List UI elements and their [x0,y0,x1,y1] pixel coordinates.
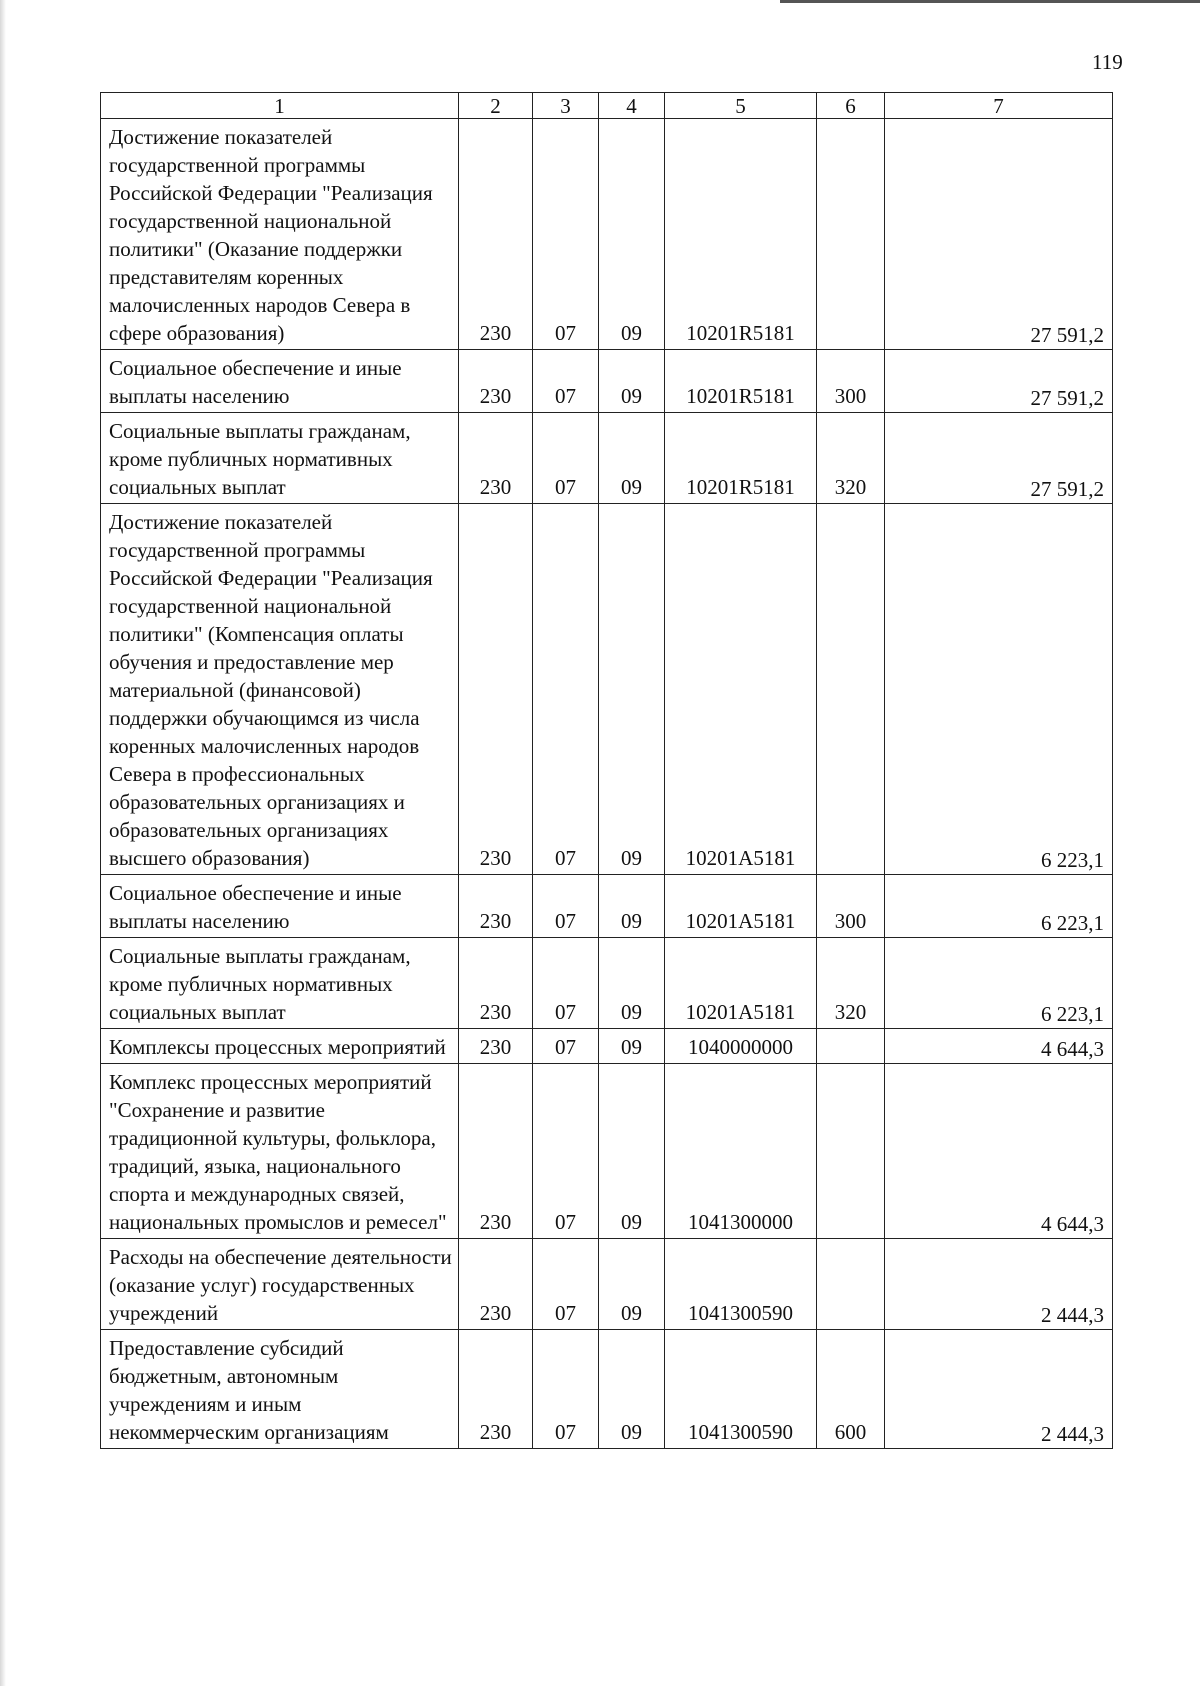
row-section: 07 [533,1239,599,1330]
header-col-1: 1 [101,93,459,119]
table-row [101,413,1113,504]
row-target-code: 1041300000 [665,1064,817,1239]
row-target-code: 1041300590 [665,1330,817,1449]
table-row [101,1029,1113,1064]
row-target-code: 1040000000 [665,1029,817,1064]
table-row [101,875,1113,938]
row-amount: 27 591,2 [885,119,1113,350]
row-expense-type: 300 [817,875,885,938]
row-subsection: 09 [599,413,665,504]
row-section: 07 [533,119,599,350]
row-subsection: 09 [599,350,665,413]
header-col-2: 2 [459,93,533,119]
row-expense-type [817,1064,885,1239]
row-amount: 27 591,2 [885,413,1113,504]
row-name: Комплексы процессных мероприятий [101,1029,459,1064]
row-ministry-code: 230 [459,1239,533,1330]
row-subsection: 09 [599,938,665,1029]
row-target-code: 10201A5181 [665,875,817,938]
table-row [101,119,1113,350]
row-name: Расходы на обеспечение деятельности (оказание услуг) государственных учреждений [101,1239,459,1330]
row-subsection: 09 [599,875,665,938]
row-amount: 4 644,3 [885,1029,1113,1064]
row-ministry-code: 230 [459,504,533,875]
row-subsection: 09 [599,1239,665,1330]
row-name: Социальное обеспечение и иные выплаты населению [101,875,459,938]
row-ministry-code: 230 [459,938,533,1029]
row-section: 07 [533,875,599,938]
row-target-code: 10201A5181 [665,938,817,1029]
row-amount: 6 223,1 [885,875,1113,938]
row-ministry-code: 230 [459,350,533,413]
scan-edge [0,0,6,1686]
header-col-4: 4 [599,93,665,119]
row-amount: 2 444,3 [885,1239,1113,1330]
table-row [101,1330,1113,1449]
row-target-code: 10201A5181 [665,504,817,875]
page-number: 119 [1092,50,1123,74]
row-expense-type [817,119,885,350]
row-expense-type: 600 [817,1330,885,1449]
table-row [101,504,1113,875]
row-target-code: 1041300590 [665,1239,817,1330]
row-amount: 6 223,1 [885,938,1113,1029]
row-ministry-code: 230 [459,1064,533,1239]
table-row [101,350,1113,413]
row-subsection: 09 [599,504,665,875]
row-target-code: 10201R5181 [665,119,817,350]
row-name: Достижение показателей государственной программы Российской Федерации "Реализация государственной национальной политики" (Компенсация оплаты обучения и предоставление мер материальной (финансовой) поддержки обучающимся из числа коренных малочисленных народов Севера в профессиональных образовательных организациях и образовательных организациях высшего образования) [101,504,459,875]
row-ministry-code: 230 [459,119,533,350]
budget-table [100,92,1113,1449]
row-amount: 6 223,1 [885,504,1113,875]
row-amount: 4 644,3 [885,1064,1113,1239]
table-row [101,1239,1113,1330]
table-row [101,938,1113,1029]
row-subsection: 09 [599,1064,665,1239]
row-name: Социальные выплаты гражданам, кроме публичных нормативных социальных выплат [101,413,459,504]
row-expense-type: 300 [817,350,885,413]
header-col-6: 6 [817,93,885,119]
row-ministry-code: 230 [459,1330,533,1449]
row-expense-type: 320 [817,413,885,504]
row-amount: 2 444,3 [885,1330,1113,1449]
header-col-7: 7 [885,93,1113,119]
row-section: 07 [533,504,599,875]
table-row [101,1064,1113,1239]
row-ministry-code: 230 [459,413,533,504]
row-name: Предоставление субсидий бюджетным, автономным учреждениям и иным некоммерческим организациям [101,1330,459,1449]
row-target-code: 10201R5181 [665,413,817,504]
row-target-code: 10201R5181 [665,350,817,413]
row-section: 07 [533,413,599,504]
row-section: 07 [533,1064,599,1239]
scan-edge-top [780,0,1200,3]
row-amount: 27 591,2 [885,350,1113,413]
row-subsection: 09 [599,119,665,350]
row-expense-type [817,1029,885,1064]
row-section: 07 [533,350,599,413]
table-header-row [101,93,1113,119]
row-ministry-code: 230 [459,1029,533,1064]
row-section: 07 [533,1330,599,1449]
row-expense-type [817,1239,885,1330]
row-name: Социальные выплаты гражданам, кроме публичных нормативных социальных выплат [101,938,459,1029]
row-subsection: 09 [599,1029,665,1064]
row-expense-type [817,504,885,875]
row-name: Комплекс процессных мероприятий "Сохранение и развитие традиционной культуры, фольклора, традиций, языка, национального спорта и международных связей, национальных промыслов и ремесел" [101,1064,459,1239]
row-section: 07 [533,1029,599,1064]
row-section: 07 [533,938,599,1029]
header-col-3: 3 [533,93,599,119]
row-ministry-code: 230 [459,875,533,938]
row-expense-type: 320 [817,938,885,1029]
row-name: Социальное обеспечение и иные выплаты населению [101,350,459,413]
header-col-5: 5 [665,93,817,119]
row-name: Достижение показателей государственной программы Российской Федерации "Реализация государственной национальной политики" (Оказание поддержки представителям коренных малочисленных народов Севера в сфере образования) [101,119,459,350]
row-subsection: 09 [599,1330,665,1449]
